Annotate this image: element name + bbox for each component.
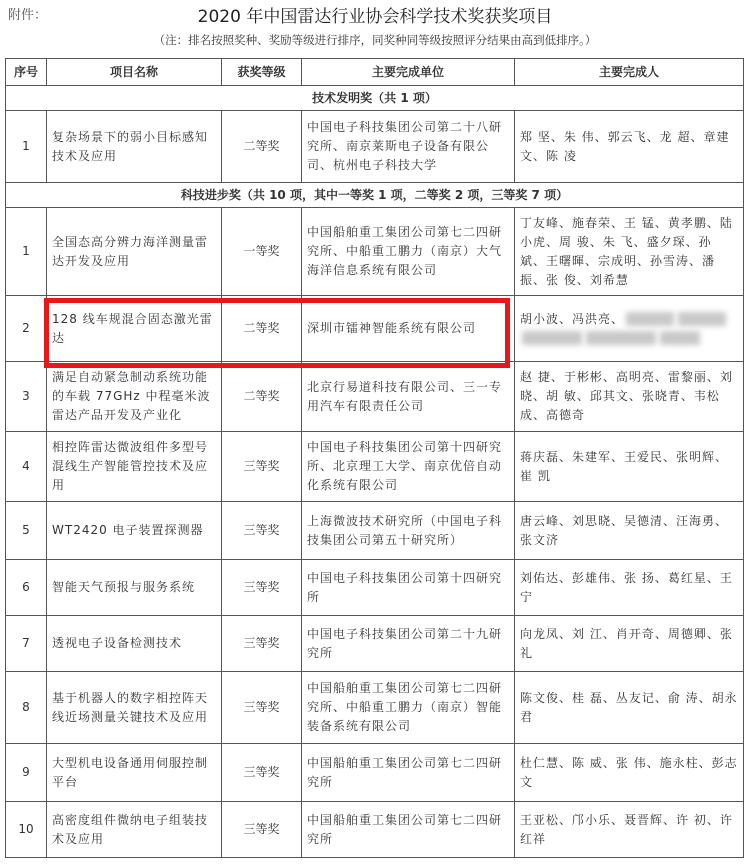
completion-people: 王亚松、邝小乐、聂晋辉、许 初、许红祥 [515,802,744,858]
project-name: WT2420 电子装置探测器 [47,502,222,560]
section-title-progress: 科技进步奖（共 10 项，其中一等奖 1 项，二等奖 2 项，三等奖 7 项） [6,183,744,208]
project-name: 128 线车规混合固态激光雷达 [47,296,222,362]
row-no: 1 [6,208,47,296]
award-level: 三等奖 [222,802,302,858]
blurred-names [678,312,726,326]
completion-people [515,296,744,362]
completion-units: 北京行易道科技有限公司、三一专用汽车有限责任公司 [302,362,515,432]
people-visible: 胡小波、冯洪亮、 [520,311,625,326]
row-no: 10 [6,802,47,858]
project-name: 全国态高分辨力海洋测量雷达开发及应用 [47,208,222,296]
blurred-names [586,331,656,345]
completion-people: 赵 捷、于彬彬、高明亮、雷黎丽、刘 晓、胡 敏、邱其文、张晓青、韦松成、高德奇 [515,362,744,432]
table-row [6,432,744,502]
project-name: 智能天气预报与服务系统 [47,560,222,616]
blurred-names [660,331,700,345]
completion-people: 郑 坚、朱 伟、郭云飞、龙 超、章建文、陈 凌 [515,111,744,183]
project-name: 满足自动紧急制动系统功能的车载 77GHz 中程毫米波雷达产品开发及产业化 [47,362,222,432]
award-level: 三等奖 [222,432,302,502]
row-no: 6 [6,560,47,616]
row-no: 9 [6,744,47,802]
award-level: 三等奖 [222,672,302,744]
award-level: 三等奖 [222,560,302,616]
header-people: 主要完成人 [515,59,744,86]
attachment-label: 附件： [8,8,48,23]
table-row [6,111,744,183]
project-name: 相控阵雷达微波组件多型号混线生产智能管控技术及应用 [47,432,222,502]
completion-people: 杜仁慧、陈 威、张 伟、施永柱、彭志文 [515,744,744,802]
header-award-level: 获奖等级 [222,59,302,86]
completion-units: 中国电子科技集团公司第十四研究所、北京理工大学、南京优倍自动化系统有限公司 [302,432,515,502]
completion-people: 向龙凤、刘 江、肖开奇、周德卿、张 礼 [515,616,744,672]
blurred-names [626,312,674,326]
project-name: 大型机电设备通用伺服控制平台 [47,744,222,802]
award-level: 三等奖 [222,616,302,672]
row-no: 2 [6,296,47,362]
table-row [6,616,744,672]
completion-units: 中国船舶重工集团公司第七二四研究所 [302,802,515,858]
completion-people: 唐云峰、刘思晓、吴德清、汪海勇、张文济 [515,502,744,560]
completion-units: 中国电子科技集团公司第二十九研究所 [302,616,515,672]
header-project-name: 项目名称 [47,59,222,86]
document-title: 2020 年中国雷达行业协会科学技术奖获奖项目 [197,7,553,27]
award-level: 二等奖 [222,362,302,432]
row-no: 5 [6,502,47,560]
row-no: 3 [6,362,47,432]
project-name: 复杂场景下的弱小目标感知技术及应用 [47,111,222,183]
completion-units: 上海微波技术研究所（中国电子科技集团公司第五十研究所） [302,502,515,560]
table-row [6,802,744,858]
award-level: 三等奖 [222,744,302,802]
header-no: 序号 [6,59,47,86]
table-row [6,208,744,296]
award-level: 一等奖 [222,208,302,296]
table-row [6,502,744,560]
project-name: 透视电子设备检测技术 [47,616,222,672]
row-no: 4 [6,432,47,502]
project-name: 基于机器人的数字相控阵天线近场测量关键技术及应用 [47,672,222,744]
header-units: 主要完成单位 [302,59,515,86]
section-row-progress [6,183,744,208]
project-name: 高密度组件微纳电子组装技术及应用 [47,802,222,858]
completion-people: 蒋庆磊、朱建军、王爱民、张明辉、崔 凯 [515,432,744,502]
blurred-names [522,331,582,345]
completion-people: 丁友峰、施春荣、王 锰、黄孝鹏、陆小虎、周 骏、朱 飞、盛夕琛、孙 斌、王曙暉、宗成明、孙雪涛、潘 振、张 俊、刘希慧 [515,208,744,296]
table-row [6,560,744,616]
header-row [6,59,744,86]
table-row [6,744,744,802]
award-level: 三等奖 [222,502,302,560]
completion-units: 中国船舶重工集团公司第七二四研究所、中船重工鹏力（南京）智能装备系统有限公司 [302,672,515,744]
awards-table [5,58,744,858]
completion-people: 刘佑达、彭雄伟、张 扬、葛红星、王 宁 [515,560,744,616]
table-row [6,672,744,744]
completion-people: 陈文俊、桂 磊、丛友记、俞 涛、胡永君 [515,672,744,744]
completion-units: 中国船舶重工集团公司第七二四研究所 [302,744,515,802]
completion-units: 深圳市镭神智能系统有限公司 [302,296,515,362]
row-no: 8 [6,672,47,744]
award-level: 二等奖 [222,296,302,362]
award-level: 二等奖 [222,111,302,183]
completion-units: 中国船舶重工集团公司第七二四研究所、中船重工鹏力（南京）大气海洋信息系统有限公司 [302,208,515,296]
completion-units: 中国电子科技集团公司第二十八研究所、南京莱斯电子设备有限公司、杭州电子科技大学 [302,111,515,183]
table-row-highlighted [6,296,744,362]
sorting-note: （注：排名按照奖种、奖励等级进行排序，同奖种同等级按照评分结果由高到低排序。） [153,33,597,47]
table-row [6,362,744,432]
completion-units: 中国电子科技集团公司第十四研究所 [302,560,515,616]
row-no: 7 [6,616,47,672]
section-row-invention [6,86,744,111]
section-title-invention: 技术发明奖（共 1 项） [6,86,744,111]
row-no: 1 [6,111,47,183]
